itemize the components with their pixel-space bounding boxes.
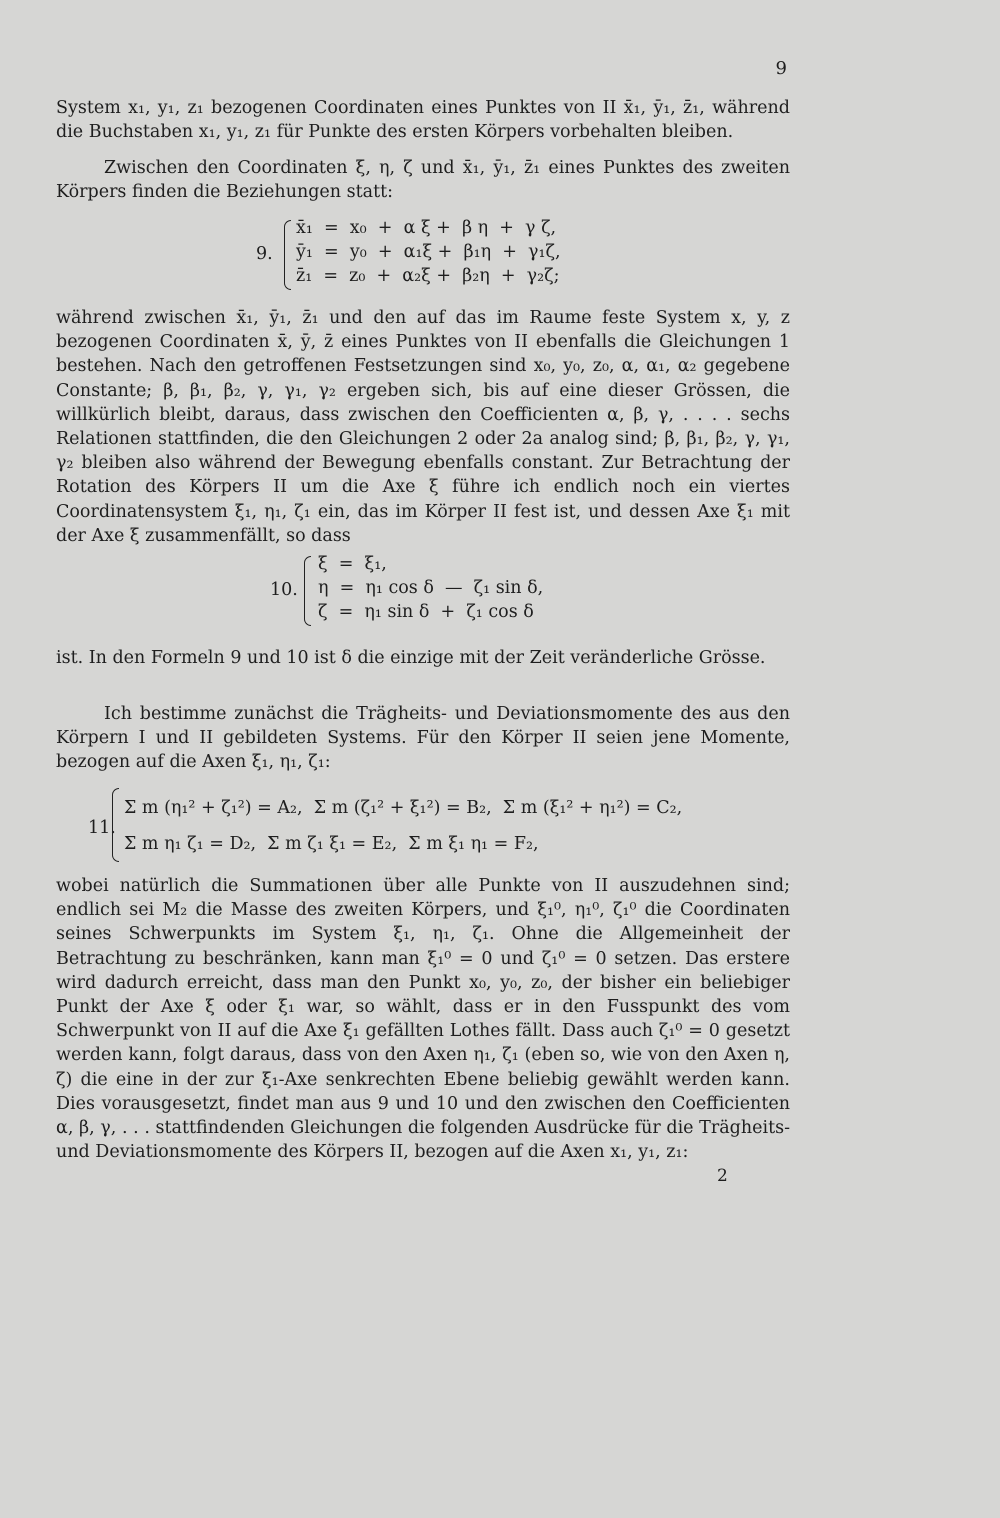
equation-9-row: ȳ₁ = y₀ + α₁ξ + β₁η + γ₁ζ, [296,242,561,262]
equation-10 [318,552,543,624]
equation-9-row: x̄₁ = x₀ + α ξ + β η + γ ζ, [296,218,557,238]
equation-9-label: 9. [256,244,273,264]
paragraph-5: Ich bestimme zunächst die Trägheits- und Deviationsmomente des aus den Körpern I und II gebildeten Systems. Für den Körper II seien jene Momente, bezogen auf die Axen ξ₁, η₁, ζ₁: [56,704,790,773]
page-number: 9 [775,58,787,79]
equation-10-brace [304,556,311,626]
equation-11-brace [112,788,119,862]
signature-mark: 2 [717,1166,728,1186]
paragraph-2: Zwischen den Coordinaten ξ, η, ζ und x̄₁, ȳ₁, z̄₁ eines Punktes des zweiten Körpers finden die Beziehungen statt: [56,158,790,203]
equation-11 [124,790,682,862]
equation-10-row: η = η₁ cos δ — ζ₁ sin δ, [318,578,544,598]
equation-10-label: 10. [270,580,298,600]
equation-11-row: Σ m η₁ ζ₁ = D₂, Σ m ζ₁ ξ₁ = E₂, Σ m ξ₁ η₁ = F₂, [124,834,539,854]
paragraph-6: wobei natürlich die Summationen über alle Punkte von II auszudehnen sind; endlich sei M₂ die Masse des zweiten Körpers, und ξ₁⁰, η₁⁰, ζ₁⁰ die Coordinaten seines Schwerpunkts im System ξ₁, η₁, ζ₁. Ohne die Allgemeinheit der Betrachtung zu beschränken, kann man ξ₁⁰ = 0 und ζ₁⁰ = 0 setzen. Das erstere wird dadurch erreicht, dass man den Punkt x₀, y₀, z₀, der bisher ein beliebiger Punkt der Axe ξ oder ξ₁ war, so wählt, dass er in den Fusspunkt des vom Schwerpunkt von II auf die Axe ξ₁ gefällten Lothes fällt. Dass auch ζ₁⁰ = 0 gesetzt werden kann, folgt daraus, dass von den Axen η₁, ζ₁ (eben so, wie von den Axen η, ζ) die eine in der zur ξ₁-Axe senkrechten Ebene beliebig gewählt werden kann. Dies vorausgesetzt, findet man aus 9 und 10 und den zwischen den Coefficienten α, β, γ, . . . stattfindenden Gleichungen die folgenden Ausdrücke für die Trägheits- und Deviationsmomente des Körpers II, bezogen auf die Axen x₁, y₁, z₁: [56,876,790,1163]
equation-9-brace [284,220,291,290]
equation-9-row: z̄₁ = z₀ + α₂ξ + β₂η + γ₂ζ; [296,266,560,286]
paragraph-4: ist. In den Formeln 9 und 10 ist δ die einzige mit der Zeit veränderliche Grösse. [56,648,766,668]
paragraph-1: System x₁, y₁, z₁ bezogenen Coordinaten eines Punktes von II x̄₁, ȳ₁, z̄₁, während die Buchstaben x₁, y₁, z₁ für Punkte des ersten Körpers vorbehalten bleiben. [56,98,790,143]
equation-10-row: ξ = ξ₁, [318,554,387,574]
equation-11-row: Σ m (η₁² + ζ₁²) = A₂, Σ m (ζ₁² + ξ₁²) = B₂, Σ m (ξ₁² + η₁²) = C₂, [124,798,683,818]
equation-9 [296,216,561,288]
equation-10-row: ζ = η₁ sin δ + ζ₁ cos δ [318,602,534,622]
paragraph-3: während zwischen x̄₁, ȳ₁, z̄₁ und den auf das im Raume feste System x, y, z bezogenen Coordinaten x̄, ȳ, z̄ eines Punktes von II ebenfalls die Gleichungen 1 bestehen. Nach den getroffenen Festsetzungen sind x₀, y₀, z₀, α, α₁, α₂ gegebene Constante; β, β₁, β₂, γ, γ₁, γ₂ ergeben sich, bis auf eine dieser Grössen, die willkürlich bleibt, daraus, dass zwischen den Coefficienten α, β, γ, . . . . sechs Relationen stattfinden, die den Gleichungen 2 oder 2a analog sind; β, β₁, β₂, γ, γ₁, γ₂ bleiben also während der Bewegung ebenfalls constant. Zur Betrachtung der Rotation des Körpers II um die Axe ξ führe ich endlich noch ein viertes Coordinatensystem ξ₁, η₁, ζ₁ ein, das im Körper II fest ist, und dessen Axe ξ₁ mit der Axe ξ zusammenfällt, so dass [56,308,790,546]
equation-11-label: 11. [88,818,116,838]
